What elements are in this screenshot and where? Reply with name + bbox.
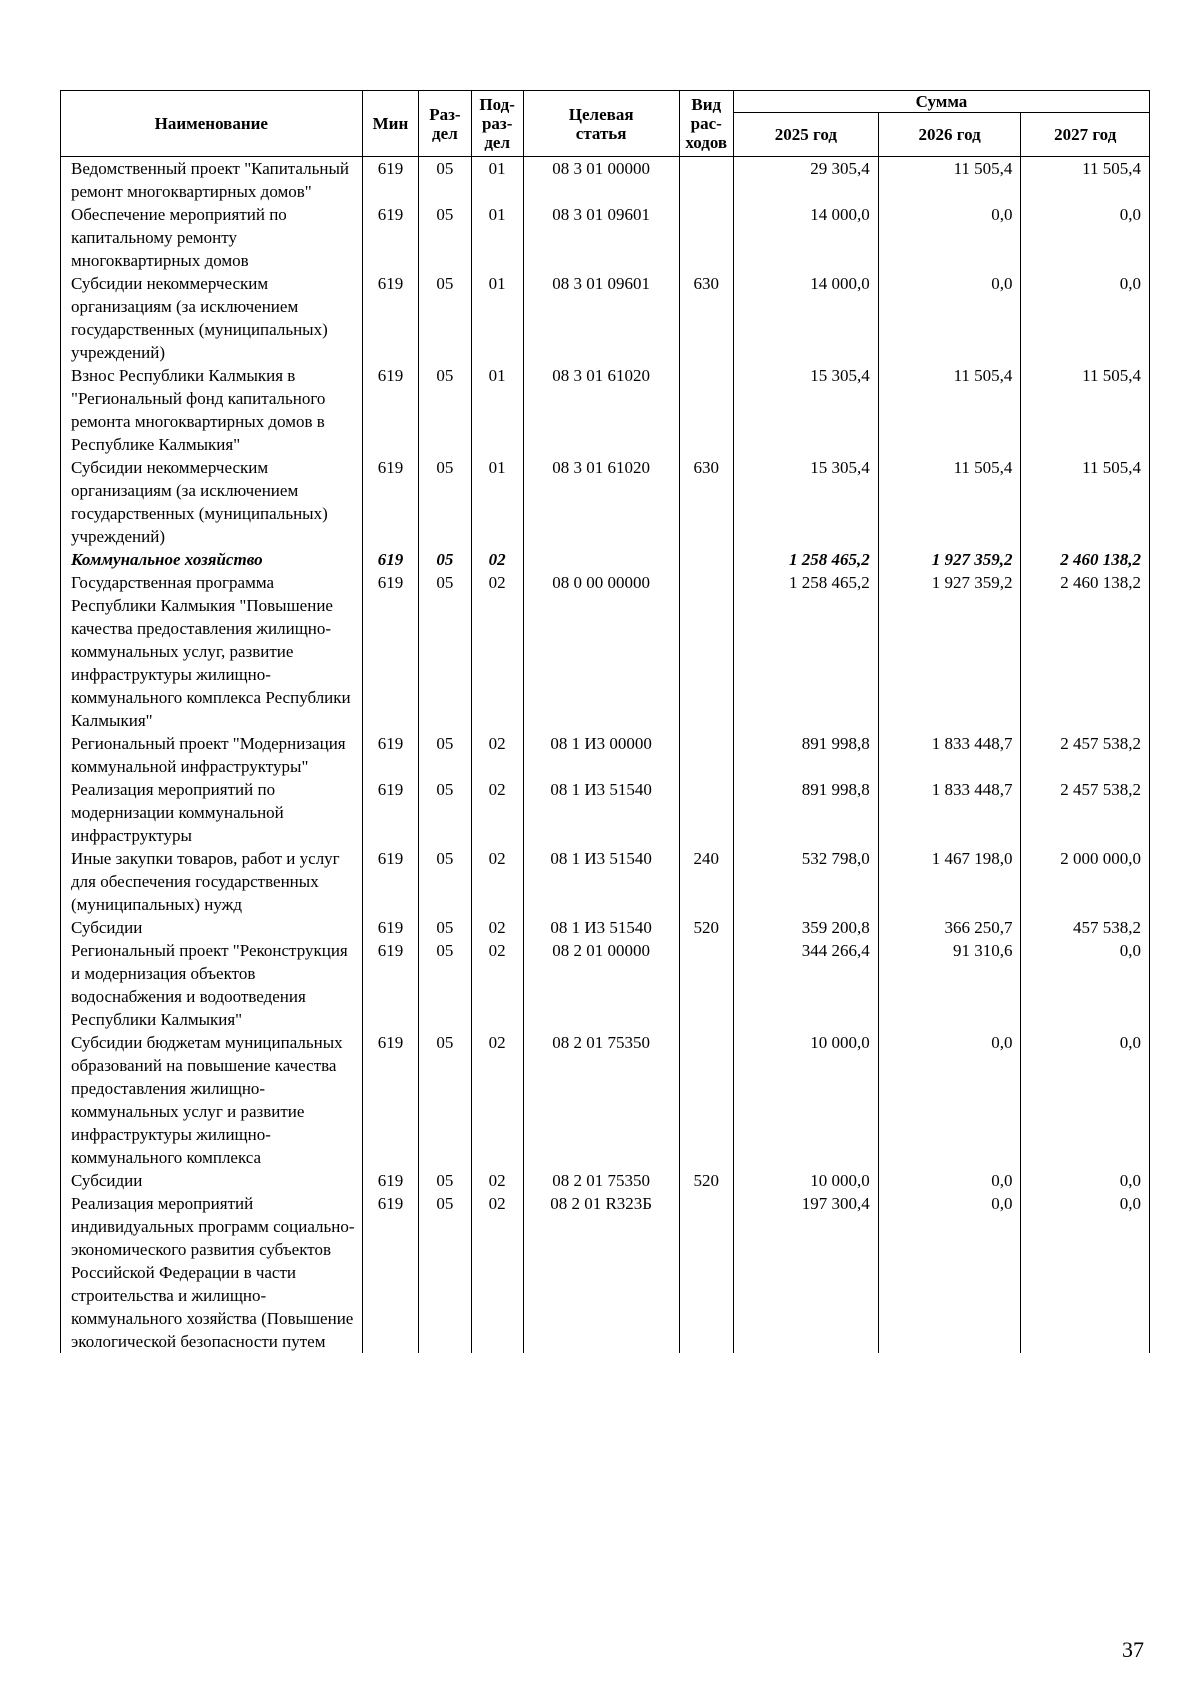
cell-2027: 2 460 138,2 <box>1021 571 1150 732</box>
cell-2025: 197 300,4 <box>733 1192 878 1353</box>
table-row <box>61 157 1150 204</box>
table-row <box>61 847 1150 916</box>
cell-razdel: 05 <box>419 456 471 548</box>
table-header <box>61 91 1150 157</box>
cell-2026: 1 467 198,0 <box>878 847 1021 916</box>
table-row <box>61 1192 1150 1353</box>
cell-razdel: 05 <box>419 157 471 204</box>
cell-min: 619 <box>362 939 419 1031</box>
cell-min: 619 <box>362 364 419 456</box>
table-row <box>61 939 1150 1031</box>
cell-vid <box>679 1192 733 1353</box>
cell-podrazdel: 01 <box>471 364 523 456</box>
cell-min: 619 <box>362 847 419 916</box>
cell-2026: 11 505,4 <box>878 364 1021 456</box>
cell-2026: 0,0 <box>878 272 1021 364</box>
cell-razdel: 05 <box>419 272 471 364</box>
cell-target: 08 1 И3 51540 <box>523 916 679 939</box>
header-vid: Вид рас- ходов <box>679 91 733 157</box>
cell-podrazdel: 02 <box>471 1192 523 1353</box>
cell-target <box>523 548 679 571</box>
header-target: Целевая статья <box>523 91 679 157</box>
cell-target: 08 1 И3 51540 <box>523 778 679 847</box>
cell-2025: 532 798,0 <box>733 847 878 916</box>
table-body <box>61 157 1150 1354</box>
cell-target: 08 3 01 00000 <box>523 157 679 204</box>
cell-razdel: 05 <box>419 548 471 571</box>
cell-name: Коммунальное хозяйство <box>61 548 363 571</box>
cell-name: Региональный проект "Реконструкция и модернизация объектов водоснабжения и водоотведения Республики Калмыкия" <box>61 939 363 1031</box>
cell-2026: 366 250,7 <box>878 916 1021 939</box>
header-2026: 2026 год <box>878 113 1021 157</box>
cell-2027: 11 505,4 <box>1021 364 1150 456</box>
cell-razdel: 05 <box>419 916 471 939</box>
cell-vid <box>679 364 733 456</box>
header-min: Мин <box>362 91 419 157</box>
cell-podrazdel: 02 <box>471 939 523 1031</box>
table-row <box>61 548 1150 571</box>
cell-2027: 0,0 <box>1021 272 1150 364</box>
table-row <box>61 456 1150 548</box>
cell-2027: 2 000 000,0 <box>1021 847 1150 916</box>
cell-target: 08 1 И3 00000 <box>523 732 679 778</box>
cell-vid: 520 <box>679 1169 733 1192</box>
cell-razdel: 05 <box>419 1031 471 1169</box>
cell-min: 619 <box>362 456 419 548</box>
cell-target: 08 0 00 00000 <box>523 571 679 732</box>
cell-2025: 14 000,0 <box>733 203 878 272</box>
cell-target: 08 3 01 09601 <box>523 203 679 272</box>
cell-2027: 2 457 538,2 <box>1021 732 1150 778</box>
cell-2026: 1 927 359,2 <box>878 571 1021 732</box>
cell-name: Реализация мероприятий индивидуальных программ социально-экономического развития субъектов Российской Федерации в части строительства и жилищно-коммунального хозяйства (Повышение экологической безопасности путем <box>61 1192 363 1353</box>
cell-min: 619 <box>362 571 419 732</box>
cell-2026: 91 310,6 <box>878 939 1021 1031</box>
cell-razdel: 05 <box>419 364 471 456</box>
budget-table <box>60 90 1150 1353</box>
cell-2027: 2 457 538,2 <box>1021 778 1150 847</box>
cell-name: Субсидии <box>61 1169 363 1192</box>
cell-vid <box>679 939 733 1031</box>
cell-name: Иные закупки товаров, работ и услуг для обеспечения государственных (муниципальных) нужд <box>61 847 363 916</box>
table-row <box>61 916 1150 939</box>
cell-2027: 0,0 <box>1021 1169 1150 1192</box>
cell-target: 08 3 01 61020 <box>523 456 679 548</box>
cell-2025: 1 258 465,2 <box>733 548 878 571</box>
cell-min: 619 <box>362 272 419 364</box>
cell-target: 08 2 01 R323Б <box>523 1192 679 1353</box>
cell-vid <box>679 571 733 732</box>
cell-name: Реализация мероприятий по модернизации коммунальной инфраструктуры <box>61 778 363 847</box>
cell-vid <box>679 203 733 272</box>
cell-vid <box>679 732 733 778</box>
cell-target: 08 1 И3 51540 <box>523 847 679 916</box>
cell-podrazdel: 02 <box>471 732 523 778</box>
cell-razdel: 05 <box>419 732 471 778</box>
table-row <box>61 732 1150 778</box>
cell-2027: 11 505,4 <box>1021 157 1150 204</box>
cell-2026: 1 833 448,7 <box>878 778 1021 847</box>
cell-2027: 0,0 <box>1021 203 1150 272</box>
cell-min: 619 <box>362 157 419 204</box>
cell-name: Субсидии некоммерческим организациям (за исключением государственных (муниципальных) учреждений) <box>61 272 363 364</box>
cell-2025: 359 200,8 <box>733 916 878 939</box>
cell-razdel: 05 <box>419 1192 471 1353</box>
cell-min: 619 <box>362 732 419 778</box>
cell-2026: 11 505,4 <box>878 157 1021 204</box>
budget-table-container <box>60 90 1150 1353</box>
cell-2026: 0,0 <box>878 203 1021 272</box>
cell-podrazdel: 01 <box>471 203 523 272</box>
cell-target: 08 3 01 61020 <box>523 364 679 456</box>
cell-2027: 2 460 138,2 <box>1021 548 1150 571</box>
cell-vid: 240 <box>679 847 733 916</box>
cell-2025: 891 998,8 <box>733 778 878 847</box>
cell-2025: 15 305,4 <box>733 364 878 456</box>
cell-2026: 1 833 448,7 <box>878 732 1021 778</box>
cell-name: Субсидии бюджетам муниципальных образований на повышение качества предоставления жилищно-коммунальных услуг и развитие инфраструктуры жилищно-коммунального комплекса <box>61 1031 363 1169</box>
header-podrazdel: Под- раз- дел <box>471 91 523 157</box>
cell-vid: 630 <box>679 456 733 548</box>
cell-name: Взнос Республики Калмыкия в "Региональный фонд капитального ремонта многоквартирных домов в Республике Калмыкия" <box>61 364 363 456</box>
cell-vid <box>679 548 733 571</box>
header-name: Наименование <box>61 91 363 157</box>
cell-2026: 1 927 359,2 <box>878 548 1021 571</box>
cell-2025: 344 266,4 <box>733 939 878 1031</box>
cell-vid <box>679 778 733 847</box>
table-row <box>61 778 1150 847</box>
page-number: 37 <box>1122 1637 1144 1662</box>
header-2025: 2025 год <box>733 113 878 157</box>
cell-podrazdel: 02 <box>471 847 523 916</box>
cell-2025: 29 305,4 <box>733 157 878 204</box>
table-row <box>61 364 1150 456</box>
cell-target: 08 3 01 09601 <box>523 272 679 364</box>
table-row <box>61 272 1150 364</box>
cell-2027: 457 538,2 <box>1021 916 1150 939</box>
cell-min: 619 <box>362 778 419 847</box>
cell-min: 619 <box>362 916 419 939</box>
cell-min: 619 <box>362 1192 419 1353</box>
cell-podrazdel: 01 <box>471 157 523 204</box>
cell-name: Государственная программа Республики Калмыкия "Повышение качества предоставления жилищно-коммунальных услуг, развитие инфраструктуры жилищно-коммунального комплекса Республики Калмыкия" <box>61 571 363 732</box>
cell-podrazdel: 01 <box>471 456 523 548</box>
cell-vid: 630 <box>679 272 733 364</box>
cell-name: Субсидии <box>61 916 363 939</box>
cell-2026: 0,0 <box>878 1169 1021 1192</box>
cell-2026: 0,0 <box>878 1192 1021 1353</box>
cell-2027: 11 505,4 <box>1021 456 1150 548</box>
cell-target: 08 2 01 00000 <box>523 939 679 1031</box>
cell-target: 08 2 01 75350 <box>523 1169 679 1192</box>
header-2027: 2027 год <box>1021 113 1150 157</box>
cell-name: Ведомственный проект "Капитальный ремонт многоквартирных домов" <box>61 157 363 204</box>
cell-razdel: 05 <box>419 847 471 916</box>
cell-2025: 10 000,0 <box>733 1031 878 1169</box>
cell-min: 619 <box>362 548 419 571</box>
cell-vid <box>679 1031 733 1169</box>
cell-2025: 14 000,0 <box>733 272 878 364</box>
cell-2027: 0,0 <box>1021 939 1150 1031</box>
cell-target: 08 2 01 75350 <box>523 1031 679 1169</box>
table-row <box>61 1169 1150 1192</box>
cell-2027: 0,0 <box>1021 1192 1150 1353</box>
table-row <box>61 203 1150 272</box>
cell-name: Обеспечение мероприятий по капитальному ремонту многоквартирных домов <box>61 203 363 272</box>
cell-min: 619 <box>362 1169 419 1192</box>
cell-min: 619 <box>362 203 419 272</box>
cell-2026: 0,0 <box>878 1031 1021 1169</box>
cell-vid: 520 <box>679 916 733 939</box>
cell-podrazdel: 02 <box>471 571 523 732</box>
cell-razdel: 05 <box>419 203 471 272</box>
cell-razdel: 05 <box>419 1169 471 1192</box>
cell-vid <box>679 157 733 204</box>
cell-name: Региональный проект "Модернизация коммунальной инфраструктуры" <box>61 732 363 778</box>
cell-name: Субсидии некоммерческим организациям (за исключением государственных (муниципальных) учреждений) <box>61 456 363 548</box>
cell-2025: 1 258 465,2 <box>733 571 878 732</box>
cell-min: 619 <box>362 1031 419 1169</box>
header-sum: Сумма <box>733 91 1149 113</box>
cell-2027: 0,0 <box>1021 1031 1150 1169</box>
cell-podrazdel: 02 <box>471 778 523 847</box>
table-row <box>61 571 1150 732</box>
table-row <box>61 1031 1150 1169</box>
cell-2026: 11 505,4 <box>878 456 1021 548</box>
cell-podrazdel: 01 <box>471 272 523 364</box>
cell-razdel: 05 <box>419 939 471 1031</box>
cell-podrazdel: 02 <box>471 916 523 939</box>
cell-podrazdel: 02 <box>471 548 523 571</box>
cell-podrazdel: 02 <box>471 1031 523 1169</box>
cell-2025: 15 305,4 <box>733 456 878 548</box>
cell-razdel: 05 <box>419 778 471 847</box>
cell-razdel: 05 <box>419 571 471 732</box>
cell-2025: 10 000,0 <box>733 1169 878 1192</box>
cell-2025: 891 998,8 <box>733 732 878 778</box>
cell-podrazdel: 02 <box>471 1169 523 1192</box>
header-razdel: Раз- дел <box>419 91 471 157</box>
